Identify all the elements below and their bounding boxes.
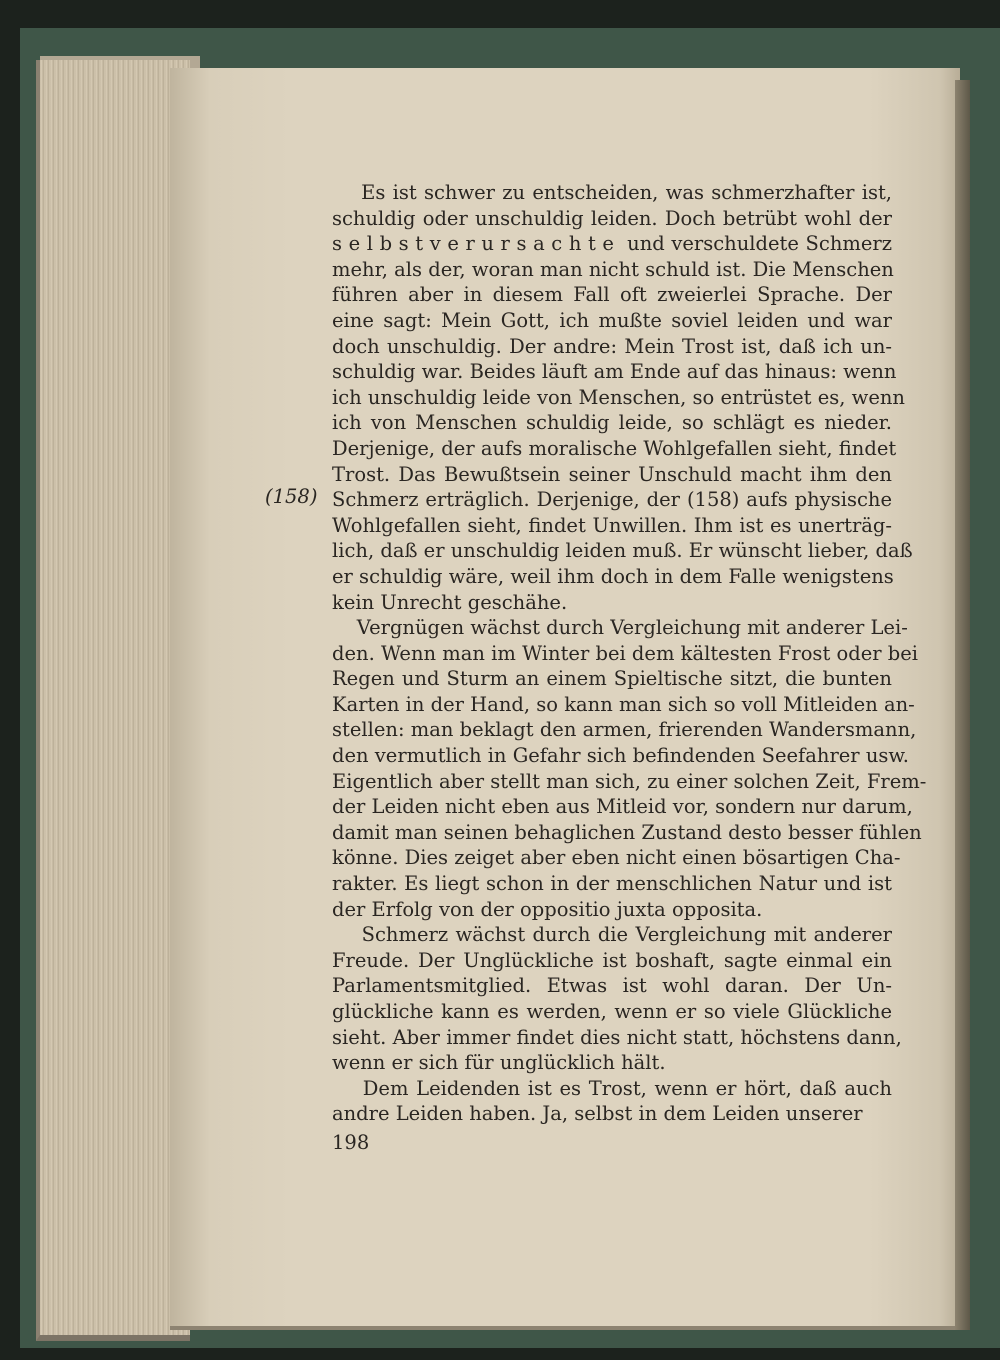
text-line: kein Unrecht geschähe.	[332, 590, 568, 614]
text-line: Es ist schwer zu entscheiden, was schmerzhafter ist,	[332, 181, 892, 204]
text-line: Eigentlich aber stellt man sich, zu einer solchen Zeit, Frem-	[332, 769, 927, 793]
text-line: Trost. Das Bewußtsein seiner Unschuld macht ihm den	[332, 462, 892, 486]
text-line: führen aber in diesem Fall oft zweierlei Sprache. Der	[332, 283, 892, 307]
text-line: Schmerz wächst durch die Vergleichung mit anderer	[332, 923, 892, 947]
text-line: andre Leiden haben. Ja, selbst in dem Leiden unserer	[332, 1102, 863, 1126]
page-number: 198	[332, 1131, 370, 1154]
text-line: stellen: man beklagt den armen, frierenden Wandersmann,	[332, 718, 917, 742]
text-line: doch unschuldig. Der andre: Mein Trost ist, daß ich un-	[332, 334, 892, 358]
text-line: Schmerz erträglich. Derjenige, der (158) aufs physische	[332, 488, 892, 512]
body-text	[332, 180, 927, 1127]
text-line: der Erfolg von der oppositio juxta opposita.	[332, 897, 763, 921]
text-line: schuldig war. Beides läuft am Ende auf das hinaus: wenn	[332, 360, 897, 384]
text-line: eine sagt: Mein Gott, ich mußte soviel leiden und war	[332, 308, 892, 332]
book-page-edges	[36, 60, 190, 1341]
text-line: Karten in der Hand, so kann man sich so voll Mitleiden an-	[332, 692, 915, 716]
text-line: könne. Dies zeiget aber eben nicht einen bösartigen Cha-	[332, 846, 901, 870]
text-line: ich von Menschen schuldig leide, so schlägt es nieder.	[332, 411, 892, 435]
text-line: mehr, als der, woran man nicht schuld ist. Die Menschen	[332, 257, 894, 281]
margin-note: (158)	[265, 485, 318, 508]
text-line: Dem Leidenden ist es Trost, wenn er hört, daß auch	[332, 1076, 892, 1100]
text-line: rakter. Es liegt schon in der menschlichen Natur und ist	[332, 872, 892, 896]
text-line: s e l b s t v e r u r s a c h t e und verschuldete Schmerz	[332, 232, 892, 256]
text-line: Derjenige, der aufs moralische Wohlgefallen sieht, findet	[332, 436, 897, 460]
text-line: Vergnügen wächst durch Vergleichung mit anderer Lei-	[332, 616, 908, 640]
text-line: sieht. Aber immer findet dies nicht statt, höchstens dann,	[332, 1025, 902, 1049]
text-line: schuldig oder unschuldig leiden. Doch betrübt wohl der	[332, 206, 892, 230]
text-line: lich, daß er unschuldig leiden muß. Er wünscht lieber, daß	[332, 539, 913, 563]
text-line: ich unschuldig leide von Menschen, so entrüstet es, wenn	[332, 385, 905, 409]
text-line: Freude. Der Unglückliche ist boshaft, sagte einmal ein	[332, 948, 892, 972]
text-line: damit man seinen behaglichen Zustand desto besser fühlen	[332, 820, 922, 844]
text-line: er schuldig wäre, weil ihm doch in dem Falle wenigstens	[332, 564, 894, 588]
text-line: glückliche kann es werden, wenn er so viele Glückliche	[332, 1000, 892, 1023]
text-line: Regen und Sturm an einem Spieltische sitzt, die bunten	[332, 667, 892, 691]
text-line: wenn er sich für unglücklich hält.	[332, 1051, 666, 1075]
text-line: Parlamentsmitglied. Etwas ist wohl daran. Der Un-	[332, 974, 892, 998]
text-line: Wohlgefallen sieht, findet Unwillen. Ihm ist es unerträg-	[332, 513, 892, 537]
text-line: den. Wenn man im Winter bei dem kältesten Frost oder bei	[332, 641, 919, 665]
text-line: den vermutlich in Gefahr sich befindenden Seefahrer usw.	[332, 744, 909, 768]
text-line: der Leiden nicht eben aus Mitleid vor, sondern nur darum,	[332, 795, 913, 819]
book-spine-edge	[955, 80, 970, 1330]
